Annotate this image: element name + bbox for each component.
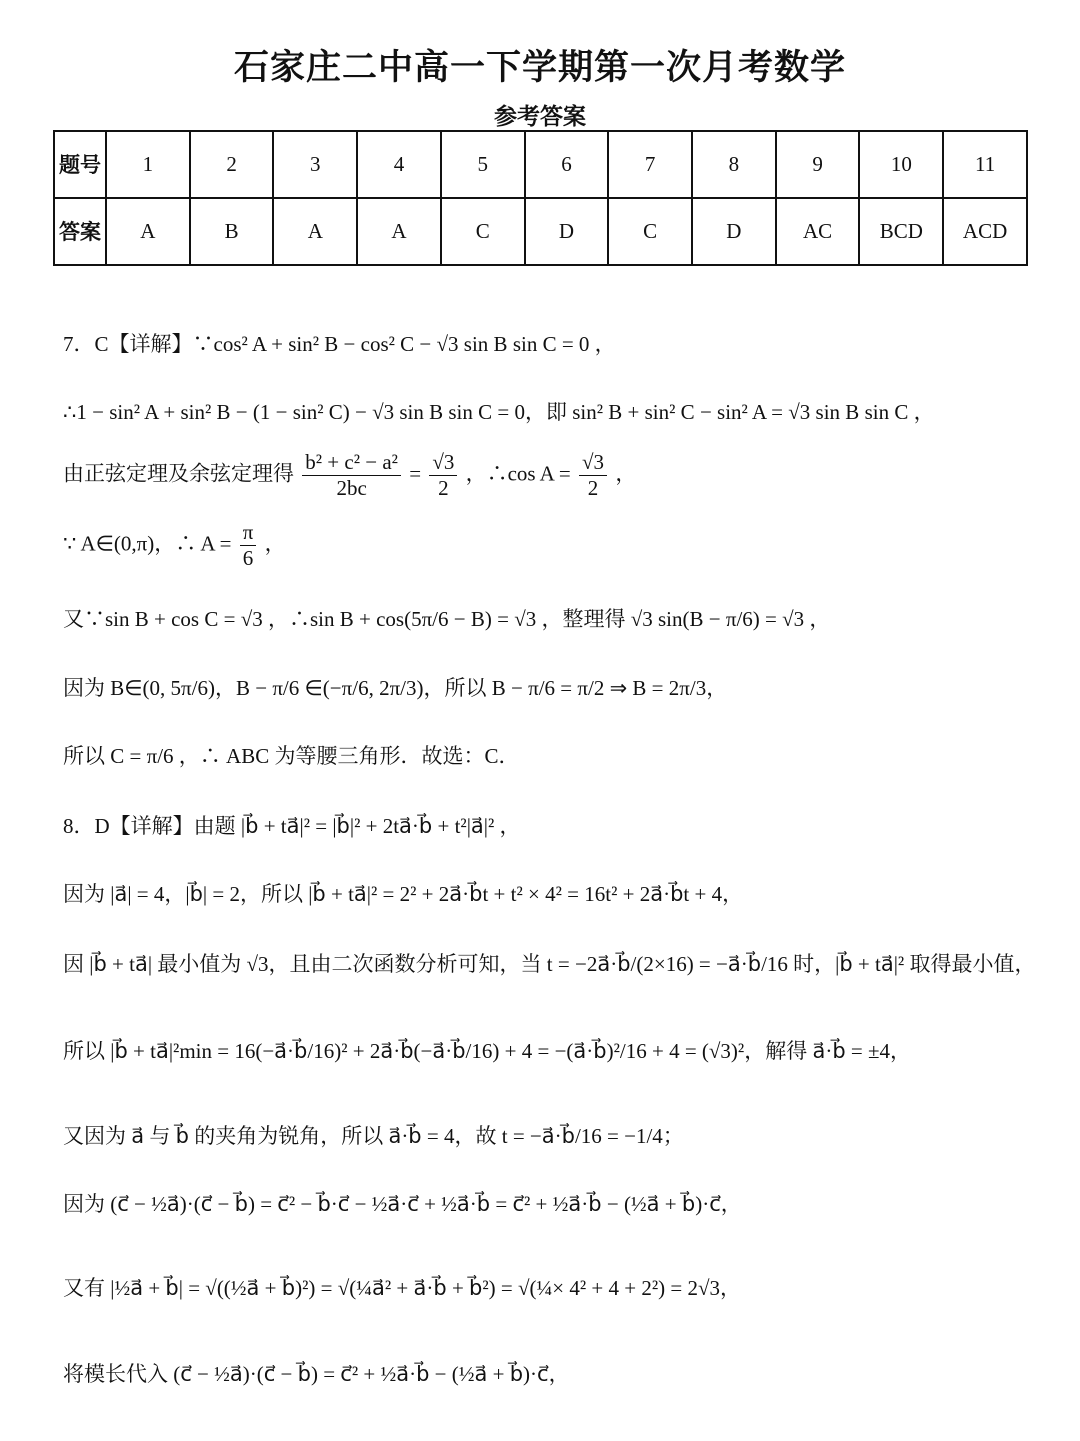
q7-line-5: 又∵sin B + cos C = √3 ，∴sin B + cos(5π/6 − B) = √3 ，整理得 √3 sin(B − π/6) = √3 ， [63, 607, 831, 631]
table-cell: 6 [525, 131, 609, 198]
q7-line-3-text-d: ， [615, 461, 637, 486]
q8-line-4: 所以 |b⃗ + ta⃗|²min = 16(−a⃗·b⃗/16)² + 2a⃗·b⃗(−a⃗·b⃗/16) + 4 = −(a⃗·b⃗)²/16 + 4 = (√3)²，解得 a⃗·b⃗ = ±4， [63, 1039, 912, 1063]
table-cell: A [357, 198, 441, 265]
fraction-denominator: 2bc [336, 476, 367, 500]
q7-line-4 [63, 520, 286, 571]
q8-line-8: 将模长代入 (c⃗ − ½a⃗)·(c⃗ − b⃗) = c⃗² + ½a⃗·b⃗ − (½a⃗ + b⃗)·c⃗， [63, 1362, 570, 1386]
table-cell: 10 [859, 131, 943, 198]
table-cell: C [608, 198, 692, 265]
table-row-numbers [54, 131, 1027, 198]
fraction-numerator: b² + c² − a² [302, 450, 401, 476]
table-cell: 2 [190, 131, 274, 198]
table-cell: 9 [776, 131, 860, 198]
fraction-denominator: 6 [242, 546, 254, 570]
table-cell: 1 [106, 131, 190, 198]
answer-table [53, 130, 1028, 266]
q8-line-6: 因为 (c⃗ − ½a⃗)·(c⃗ − b⃗) = c⃗² − b⃗·c⃗ − ½a⃗·c⃗ + ½a⃗·b⃗ = c⃗² + ½a⃗·b⃗ − (½a⃗ + b⃗)·c⃗， [63, 1192, 742, 1216]
q8-line-3: 因 |b⃗ + ta⃗| 最小值为 √3，且由二次函数分析可知，当 t = −2a⃗·b⃗/(2×16) = −a⃗·b⃗/16 时，|b⃗ + ta⃗|² 取得最小值， [63, 952, 1036, 976]
q7-fraction-cosine-law [302, 450, 401, 501]
table-row-answers [54, 198, 1027, 265]
q7-fraction-cos-a [579, 450, 607, 501]
fraction-numerator: √3 [429, 450, 457, 476]
page-subtitle: 参考答案 [494, 104, 586, 130]
table-cell: 4 [357, 131, 441, 198]
fraction-numerator: √3 [579, 450, 607, 476]
table-cell: 11 [943, 131, 1027, 198]
table-cell: ACD [943, 198, 1027, 265]
table-cell: 5 [441, 131, 525, 198]
table-cell: D [525, 198, 609, 265]
row-header-number: 题号 [54, 131, 106, 198]
q7-fraction-pi-over-6 [240, 520, 257, 571]
q7-line-3-text-a: 由正弦定理及余弦定理得 [63, 461, 294, 486]
q7-line-3-text-b: = [409, 461, 422, 486]
table-cell: BCD [859, 198, 943, 265]
table-cell: 8 [692, 131, 776, 198]
q7-line-7: 所以 C = π/6 ，∴ ABC 为等腰三角形．故选：C． [63, 744, 520, 768]
q8-line-7: 又有 |½a⃗ + b⃗| = √((½a⃗ + b⃗)²) = √(¼a⃗² + a⃗·b⃗ + b⃗²) = √(¼× 4² + 4 + 2²) = 2√3， [63, 1276, 741, 1300]
q7-fraction-root3-over-2 [429, 450, 457, 501]
q7-line-2: ∴1 − sin² A + sin² B − (1 − sin² C) − √3 sin B sin C = 0，即 sin² B + sin² C − sin² A = √3 sin B sin C ， [63, 400, 935, 424]
table-cell: A [273, 198, 357, 265]
page-title: 石家庄二中高一下学期第一次月考数学 [233, 48, 846, 88]
table-cell: AC [776, 198, 860, 265]
fraction-denominator: 2 [438, 476, 449, 500]
q7-line-4-text-b: ， [264, 531, 286, 556]
table-cell: A [106, 198, 190, 265]
q7-line-1: 7．C【详解】∵cos² A + sin² B − cos² C − √3 sin B sin C = 0 ， [63, 332, 616, 356]
table-cell: 3 [273, 131, 357, 198]
q8-line-2: 因为 |a⃗| = 4，|b⃗| = 2，所以 |b⃗ + ta⃗|² = 2² + 2a⃗·b⃗t + t² × 4² = 16t² + 2a⃗·b⃗t + 4， [63, 882, 744, 906]
q7-line-3 [63, 450, 636, 501]
fraction-numerator: π [240, 520, 257, 546]
table-cell: 7 [608, 131, 692, 198]
q8-line-1: 8．D【详解】由题 |b⃗ + ta⃗|² = |b⃗|² + 2ta⃗·b⃗ + t²|a⃗|² ， [63, 814, 521, 838]
q7-line-3-text-c: ，∴cos A = [465, 461, 571, 486]
fraction-denominator: 2 [587, 476, 599, 500]
table-cell: D [692, 198, 776, 265]
q7-line-4-text-a: ∵ A∈(0,π)，∴ A = [63, 531, 232, 556]
table-cell: B [190, 198, 274, 265]
q7-line-6: 因为 B∈(0, 5π/6)，B − π/6 ∈(−π/6, 2π/3)，所以 B − π/6 = π/2 ⇒ B = 2π/3， [63, 676, 728, 700]
q8-line-5: 又因为 a⃗ 与 b⃗ 的夹角为锐角，所以 a⃗·b⃗ = 4，故 t = −a⃗·b⃗/16 = −1/4； [63, 1124, 684, 1148]
table-cell: C [441, 198, 525, 265]
row-header-answer: 答案 [54, 198, 106, 265]
